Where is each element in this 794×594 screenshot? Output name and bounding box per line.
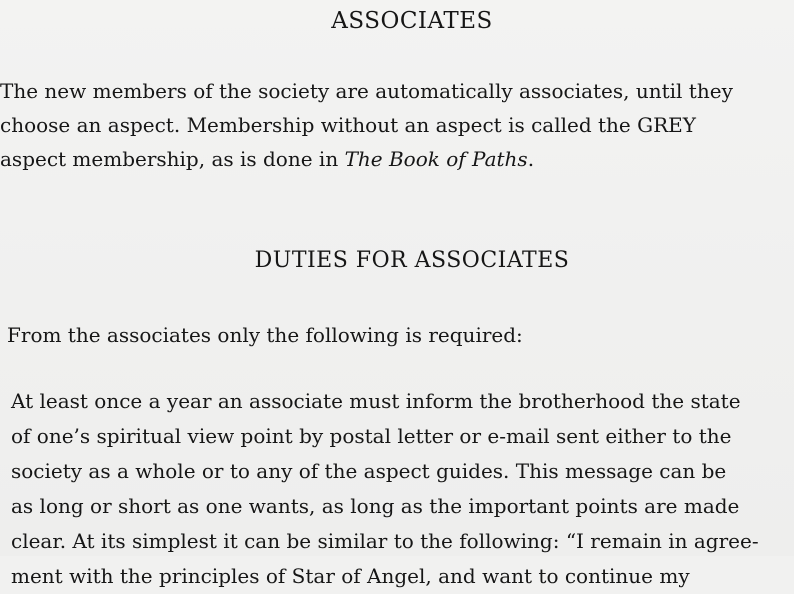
paragraph-line: as long or short as one wants, as long as the important points are made xyxy=(11,494,740,518)
paragraph-yearly-duty xyxy=(11,384,759,594)
paragraph-text: aspect membership, as is done in xyxy=(0,147,345,171)
paragraph-line: society as a whole or to any of the aspect guides. This message can be xyxy=(11,459,727,483)
section-heading-associates: ASSOCIATES xyxy=(331,8,493,34)
book-title: The Book of Paths xyxy=(344,147,528,171)
paragraph-line: ment with the principles of Star of Angel, and want to continue my xyxy=(11,564,690,588)
paragraph-line xyxy=(0,142,733,176)
section-heading-duties: DUTIES FOR ASSOCIATES xyxy=(254,248,570,273)
paragraph-line: clear. At its simplest it can be similar to the following: “I remain in agree- xyxy=(11,529,759,553)
paragraph-line: choose an aspect. Membership without an aspect is called the GREY xyxy=(0,113,696,137)
paragraph-line: The new members of the society are automatically associates, until they xyxy=(0,79,733,103)
paragraph-line: At least once a year an associate must inform the brotherhood the state xyxy=(11,389,741,413)
paragraph-membership xyxy=(0,74,733,176)
paragraph-requirement-intro: From the associates only the following is required: xyxy=(7,323,523,347)
paragraph-text: . xyxy=(527,147,535,171)
paragraph-line: of one’s spiritual view point by postal letter or e-mail sent either to the xyxy=(11,424,732,448)
